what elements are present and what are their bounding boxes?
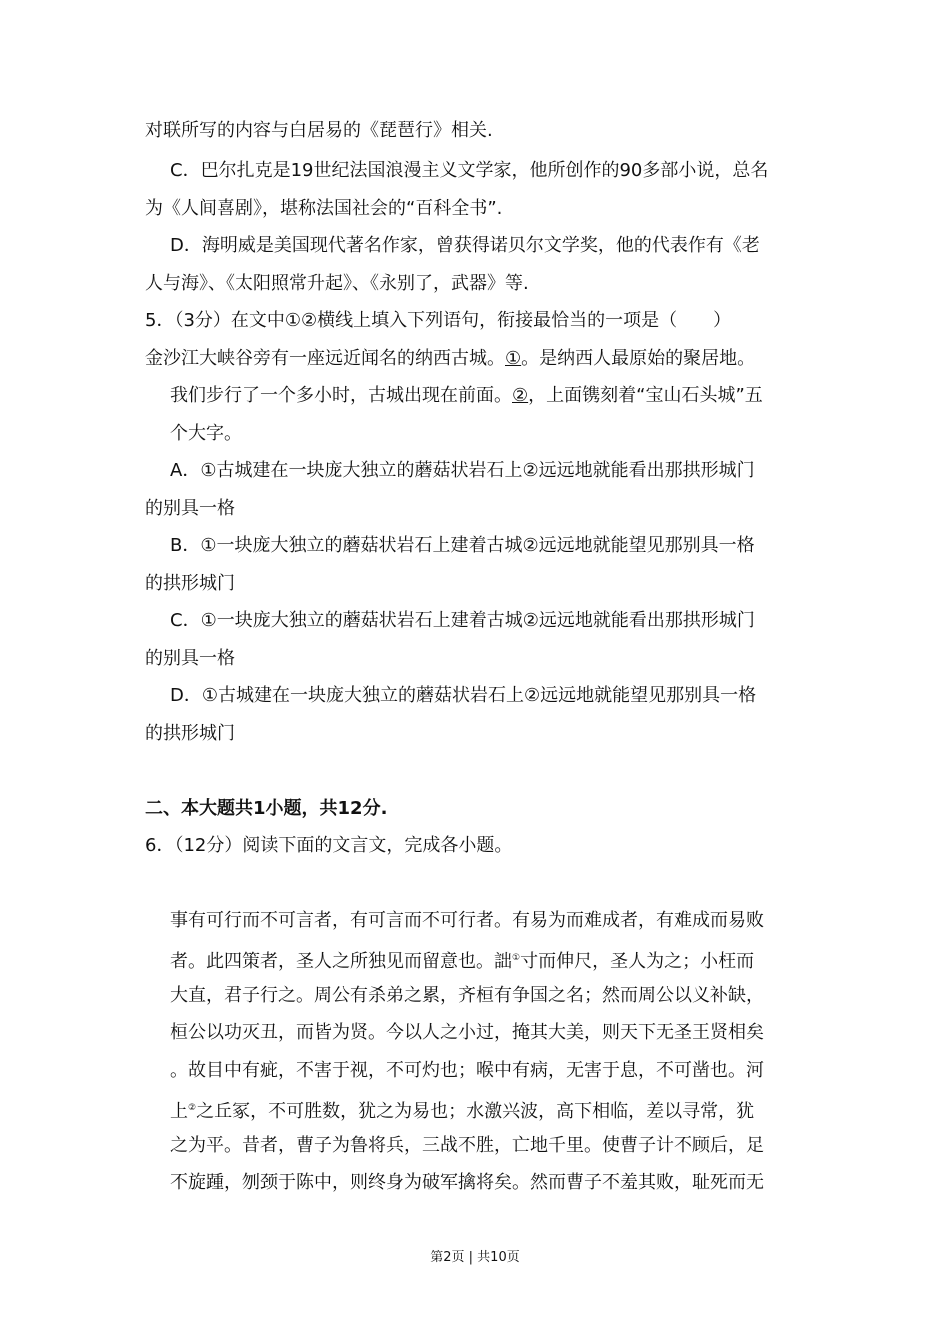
- q5-text-line: 个大字。: [170, 423, 242, 444]
- q5-option-d-cont: 的拱形城门: [145, 723, 235, 744]
- q4-option-d-cont: 人与海》、《太阳照常升起》、《永别了，武器》等.: [145, 273, 529, 294]
- passage-text-part: 上: [170, 1101, 188, 1122]
- passage-line: 大直，君子行之。周公有杀弟之累，齐桓有争国之名；然而周公以义补缺，: [170, 985, 764, 1006]
- q5-text-line: [145, 346, 755, 372]
- passage-line: 之为平。昔者，曹子为鲁将兵，三战不胜，亡地千里。使曹子计不顾后，足: [170, 1135, 764, 1156]
- q5-text-part: 。是纳西人最原始的聚居地。: [521, 348, 756, 369]
- footnote-mark-2: ②: [188, 1103, 197, 1113]
- section-title: 二、本大题共1小题，共12分.: [145, 798, 388, 819]
- q5-option-c-cont: 的别具一格: [145, 648, 235, 669]
- q5-stem: 5．（3分）在文中①②横线上填入下列语句，衔接最恰当的一项是（ ）: [145, 310, 732, 331]
- q5-option-a-cont: 的别具一格: [145, 498, 235, 519]
- passage-line: [170, 1095, 754, 1125]
- passage-line: 桓公以功灭丑，而皆为贤。今以人之小过，掩其大美，则天下无圣王贤相矣: [170, 1022, 764, 1043]
- q4-option-c-cont: 为《人间喜剧》，堪称法国社会的“百科全书”.: [145, 198, 503, 219]
- q5-option-a: A．①古城建在一块庞大独立的蘑菇状岩石上②远远地就能看出那拱形城门: [170, 460, 755, 481]
- q4-text-line: 对联所写的内容与白居易的《琵琶行》相关.: [145, 120, 493, 141]
- blank-2: ②: [512, 385, 529, 406]
- passage-text-part: 寸而伸尺，圣人为之；小枉而: [520, 951, 755, 972]
- q6-stem: 6．（12分）阅读下面的文言文，完成各小题。: [145, 835, 513, 856]
- q5-text-line: [170, 383, 763, 409]
- passage-line: 事有可行而不可言者，有可言而不可行者。有易为而难成者，有难成而易败: [170, 910, 764, 931]
- passage-text-part: 者。此四策者，圣人之所独见而留意也。詘: [170, 951, 512, 972]
- q5-option-c: C．①一块庞大独立的蘑菇状岩石上建着古城②远远地就能看出那拱形城门: [170, 610, 755, 631]
- q5-text-part: 我们步行了一个多小时，古城出现在前面。: [170, 385, 512, 406]
- passage-text-part: 之丘冢，不可胜数，犹之为易也；水激兴波，高下相临，差以寻常，犹: [196, 1101, 755, 1122]
- q5-option-d: D．①古城建在一块庞大独立的蘑菇状岩石上②远远地就能望见那别具一格: [170, 685, 757, 706]
- q5-text-part: ，上面镌刻着“宝山石头城”五: [528, 385, 763, 406]
- passage-line: [170, 945, 754, 975]
- q5-option-b: B．①一块庞大独立的蘑菇状岩石上建着古城②远远地就能望见那别具一格: [170, 535, 755, 556]
- footnote-mark-1: ①: [512, 953, 521, 963]
- q5-option-b-cont: 的拱形城门: [145, 573, 235, 594]
- passage-line: 不旋踵，刎颈于陈中，则终身为破军擒将矣。然而曹子不羞其败，耻死而无: [170, 1172, 764, 1193]
- q4-option-d: D．海明威是美国现代著名作家，曾获得诺贝尔文学奖，他的代表作有《老: [170, 235, 760, 256]
- page-footer: 第2页 | 共10页: [430, 1250, 520, 1265]
- q5-text-part: 金沙江大峡谷旁有一座远近闻名的纳西古城。: [145, 348, 505, 369]
- blank-1: ①: [505, 348, 522, 369]
- q4-option-c: C．巴尔扎克是19世纪法国浪漫主义文学家，他所创作的90多部小说，总名: [170, 160, 769, 181]
- passage-line: 。故目中有疵，不害于视，不可灼也；喉中有病，无害于息，不可凿也。河: [170, 1060, 764, 1081]
